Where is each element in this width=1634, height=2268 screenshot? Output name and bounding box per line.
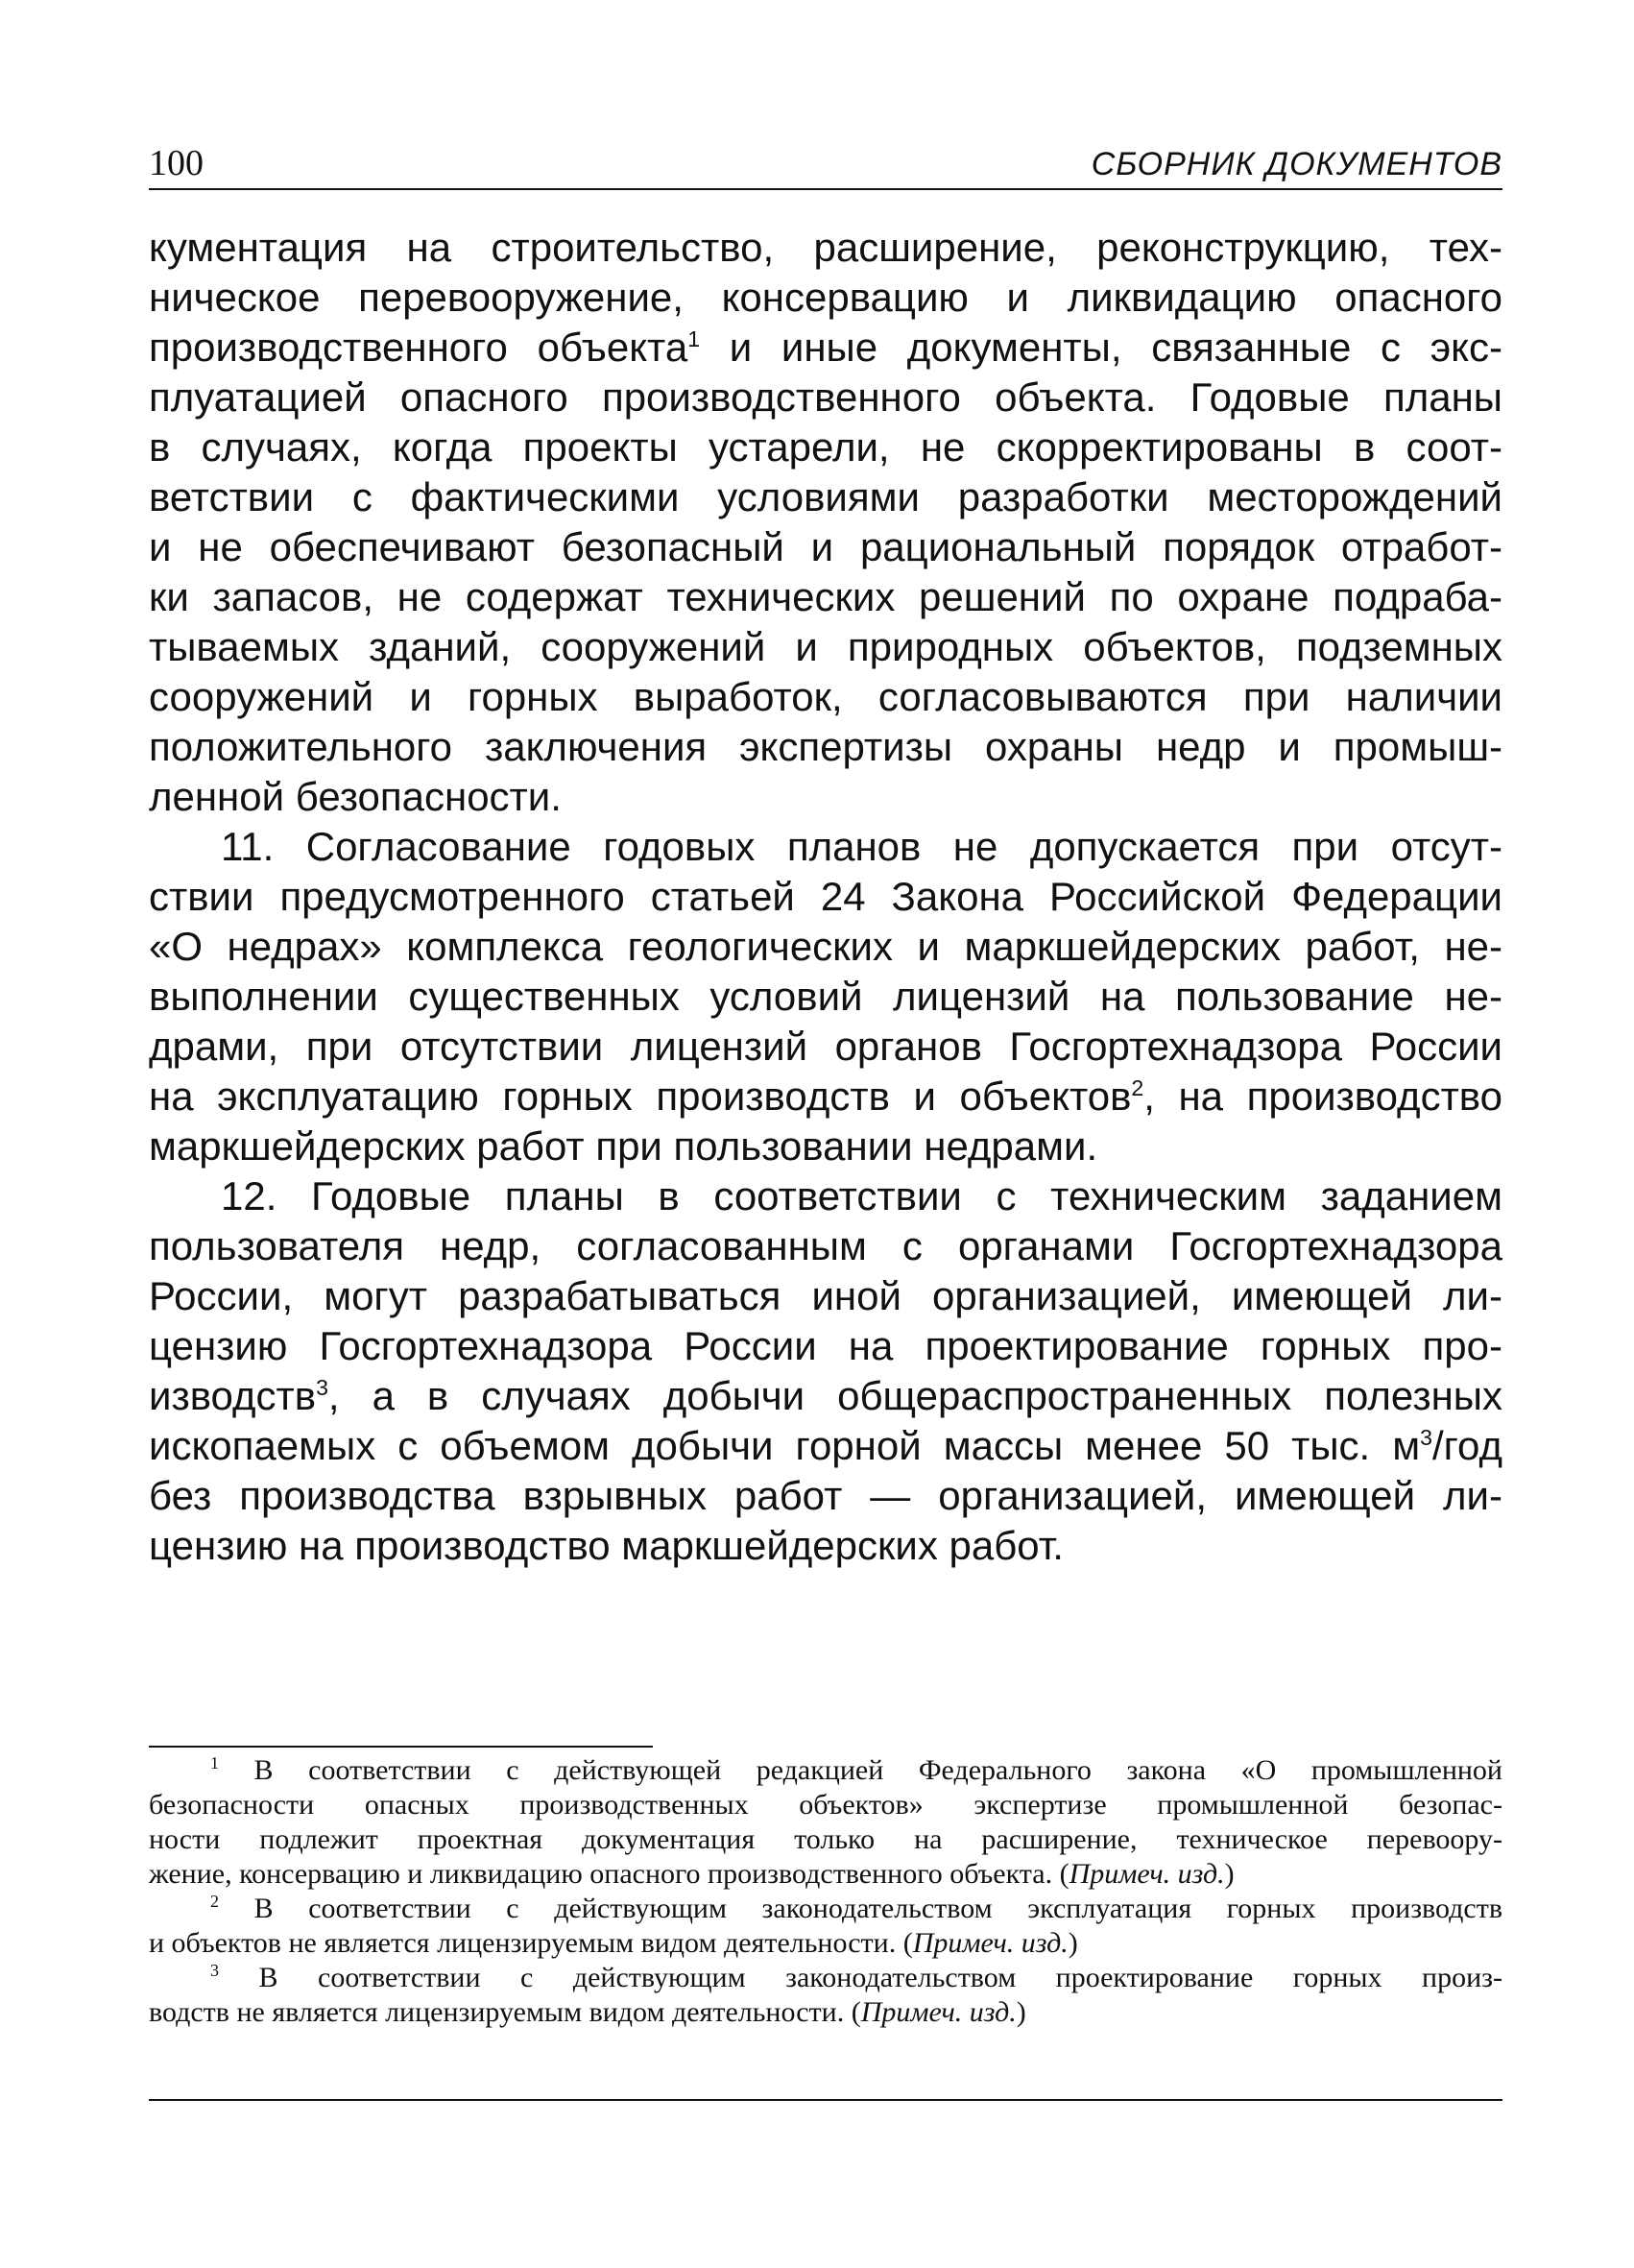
footnote-line <box>149 1995 1502 2030</box>
text-line <box>149 323 1502 373</box>
footnote-line: безопасности опасных производственных объектов» экспертизе промышленной безопас- <box>149 1789 1502 1821</box>
text-line: цензию на производство маркшейдерских работ. <box>149 1523 1064 1568</box>
text-line: без производства взрывных работ — организацией, имеющей ли- <box>149 1473 1502 1518</box>
text-fragment: и объектов не является лицензируемым видом деятельности. <box>149 1927 903 1959</box>
text-fragment: ( <box>902 1927 913 1959</box>
paragraph-item-12 <box>149 1171 1502 1571</box>
footnote-line: ности подлежит проектная документация только на расширение, техническое перевоору- <box>149 1823 1502 1855</box>
footnote-line <box>149 1892 1502 1926</box>
text-fragment: ) <box>1224 1858 1235 1890</box>
page-number: 100 <box>149 143 204 183</box>
text-fragment: водств не является лицензируемым видом деятельности. <box>149 1996 852 2028</box>
text-fragment: ) <box>1068 1927 1078 1959</box>
text-fragment: В соответствии с действующим законодательством эксплуатация горных производств <box>219 1893 1502 1924</box>
footnotes <box>149 1753 1502 2030</box>
footnote-line <box>149 1926 1502 1961</box>
publisher-note: Примеч. изд. <box>860 1996 1017 2028</box>
footnote-reference-3: 3 <box>316 1375 328 1400</box>
text-fragment: В соответствии с действующим законодательством проектирование горных произ- <box>219 1962 1502 1993</box>
publisher-note: Примеч. изд. <box>912 1927 1069 1959</box>
text-line: тываемых зданий, сооружений и природных объектов, подземных <box>149 624 1502 669</box>
text-fragment: жение, консервацию и ликвидацию опасного производственного объекта. <box>149 1858 1060 1890</box>
footnote-line <box>149 1857 1502 1892</box>
text-line: ветствии с фактическими условиями разработки месторождений <box>149 474 1502 519</box>
text-line: драми, при отсутствии лицензий органов Госгортехнадзора России <box>149 1024 1502 1069</box>
text-fragment: /год <box>1431 1423 1502 1468</box>
text-fragment: , на производство <box>1143 1074 1503 1119</box>
text-fragment: ) <box>1016 1996 1026 2028</box>
text-fragment: ( <box>1059 1858 1069 1890</box>
footnote-reference-1: 1 <box>687 326 701 351</box>
text-line: и не обеспечивают безопасный и рациональный порядок отработ- <box>149 524 1502 569</box>
footnote-1 <box>149 1753 1502 1892</box>
footnote-mark-3: 3 <box>210 1961 219 1980</box>
text-line: в случаях, когда проекты устарели, не скорректированы в соот- <box>149 424 1502 470</box>
text-line: ствии предусмотренного статьей 24 Закона Российской Федерации <box>149 874 1502 919</box>
text-fragment: производственного объекта <box>149 325 688 370</box>
text-line: пользователя недр, согласованным с органами Госгортехнадзора <box>149 1223 1502 1268</box>
text-line: ки запасов, не содержат технических решений по охране подраба- <box>149 574 1502 619</box>
text-line: 12. Годовые планы в соответствии с техническим заданием <box>221 1173 1502 1218</box>
footnote-mark-1: 1 <box>210 1753 219 1773</box>
footnote-line <box>149 1753 1502 1788</box>
bottom-rule <box>149 2099 1502 2101</box>
text-line: ленной безопасности. <box>149 774 562 819</box>
text-line <box>149 1072 1502 1122</box>
text-line: маркшейдерских работ при пользовании недрами. <box>149 1123 1098 1169</box>
text-line: выполнении существенных условий лицензий на пользование не- <box>149 974 1502 1019</box>
text-fragment: и иные документы, связанные с экс- <box>700 325 1502 370</box>
main-text <box>149 223 1502 1571</box>
text-line: цензию Госгортехнадзора России на проектирование горных про- <box>149 1323 1502 1368</box>
text-fragment: ископаемых с объемом добычи горной массы менее 50 тыс. м <box>149 1423 1421 1468</box>
footnote-line <box>149 1961 1502 1995</box>
text-line <box>149 1421 1502 1471</box>
unit-exponent: 3 <box>1420 1425 1432 1450</box>
text-line: сооружений и горных выработок, согласовываются при наличии <box>149 674 1502 719</box>
text-fragment: , а в случаях добычи общераспространенных полезных <box>327 1373 1502 1418</box>
text-line: положительного заключения экспертизы охраны недр и промыш- <box>149 724 1502 769</box>
text-fragment: В соответствии с действующей редакцией Федерального закона «О промышленной <box>219 1754 1502 1786</box>
running-title: СБОРНИК ДОКУМЕНТОВ <box>1091 146 1502 182</box>
publisher-note: Примеч. изд. <box>1069 1858 1225 1890</box>
footnote-mark-2: 2 <box>210 1892 219 1911</box>
footnote-3 <box>149 1961 1502 2030</box>
text-line: плуатацией опасного производственного объекта. Годовые планы <box>149 374 1502 420</box>
footnote-2 <box>149 1892 1502 1961</box>
text-line: ническое перевооружение, консервацию и ликвидацию опасного <box>149 275 1502 320</box>
text-line: кументация на строительство, расширение, реконструкцию, тех- <box>149 225 1502 270</box>
text-line: «О недрах» комплекса геологических и маркшейдерских работ, не- <box>149 924 1502 969</box>
text-line <box>149 1371 1502 1421</box>
text-line: России, могут разрабатываться иной организацией, имеющей ли- <box>149 1273 1502 1318</box>
paragraph-item-11 <box>149 822 1502 1171</box>
text-fragment: на эксплуатацию горных производств и объектов <box>149 1074 1132 1119</box>
footnote-separator <box>149 1746 653 1748</box>
text-fragment: ( <box>851 1996 861 2028</box>
paragraph-continuation <box>149 223 1502 822</box>
page-header <box>149 142 1502 190</box>
text-line: 11. Согласование годовых планов не допускается при отсут- <box>221 824 1502 869</box>
text-fragment: изводств <box>149 1373 317 1418</box>
footnote-reference-2: 2 <box>1131 1075 1144 1100</box>
